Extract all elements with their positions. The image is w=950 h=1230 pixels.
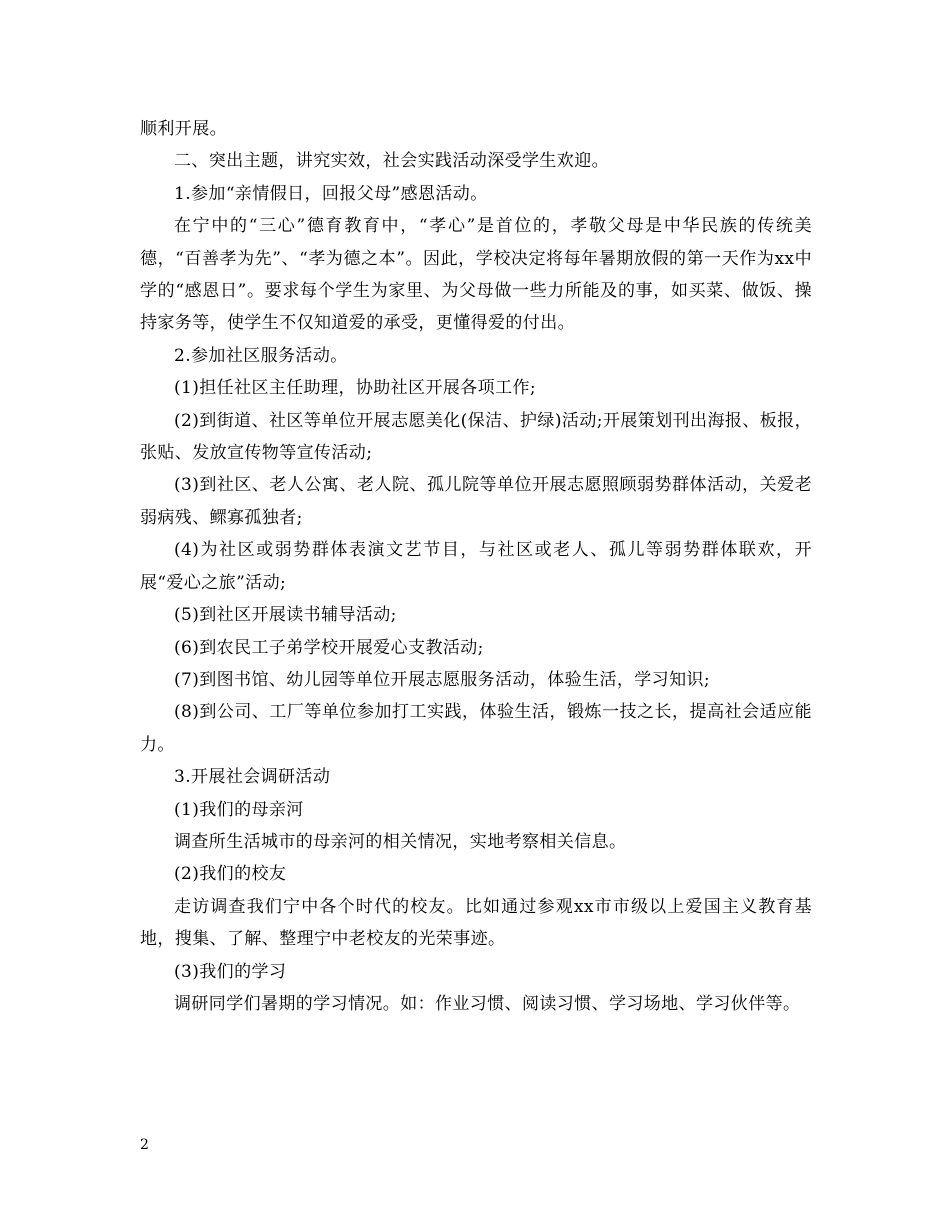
sub-item-description: 调研同学们暑期的学习情况。如：作业习惯、阅读习惯、学习场地、学习伙伴等。	[174, 993, 801, 1014]
sub-item-description: 走访调查我们宁中各个时代的校友。比如通过参观xx市市级以上爱国主义教育基地，搜集、了解、整理宁中老校友的光荣事迹。	[140, 896, 812, 950]
paragraph-continuation: 顺利开展。	[140, 119, 227, 139]
list-item: (5)到社区开展读书辅导活动;	[174, 605, 397, 626]
sub-item-heading: (2)我们的校友	[174, 864, 287, 885]
document-body	[140, 113, 812, 1020]
list-item: (7)到图书馆、幼儿园等单位开展志愿服务活动，体验生活，学习知识;	[174, 669, 711, 690]
sub-item-description: 调查所生活城市的母亲河的相关情况，实地考察相关信息。	[174, 831, 627, 852]
item-heading-2: 2.参加社区服务活动。	[174, 345, 348, 366]
section-heading-2: 二、突出主题，讲究实效，社会实践活动深受学生欢迎。	[174, 151, 609, 172]
list-item: (6)到农民工子弟学校开展爱心支教活动;	[174, 637, 484, 658]
sub-item-heading: (3)我们的学习	[174, 961, 287, 982]
sub-item-heading: (1)我们的母亲河	[174, 799, 304, 820]
list-item: (1)担任社区主任助理，协助社区开展各项工作;	[174, 378, 537, 399]
paragraph-gratitude-day: 在宁中的“三心”德育教育中，“孝心”是首位的，孝敬父母是中华民族的传统美德，“百善孝为先”、“孝为德之本”。因此，学校决定将每年暑期放假的第一天作为xx中学的“感恩日”。要求每个学生为家里、为父母做一些力所能及的事，如买菜、做饭、操持家务等，使学生不仅知道爱的承受，更懂得爱的付出。	[140, 216, 812, 334]
list-item: (8)到公司、工厂等单位参加打工实践，体验生活，锻炼一技之长，提高社会适应能力。	[140, 702, 812, 755]
item-heading-1: 1.参加“亲情假日，回报父母”感恩活动。	[174, 183, 488, 204]
list-item: (2)到街道、社区等单位开展志愿美化(保洁、护绿)活动;开展策划刊出海报、板报，张贴、发放宣传物等宣传活动;	[140, 410, 812, 464]
page-number: 2	[140, 1137, 149, 1153]
item-heading-3: 3.开展社会调研活动	[174, 767, 331, 788]
list-item: (3)到社区、老人公寓、老人院、孤儿院等单位开展志愿照顾弱势群体活动，关爱老弱病残、鳏寡孤独者;	[140, 475, 812, 528]
list-item: (4)为社区或弱势群体表演文艺节目，与社区或老人、孤儿等弱势群体联欢，开展“爱心之旅”活动;	[140, 540, 812, 593]
